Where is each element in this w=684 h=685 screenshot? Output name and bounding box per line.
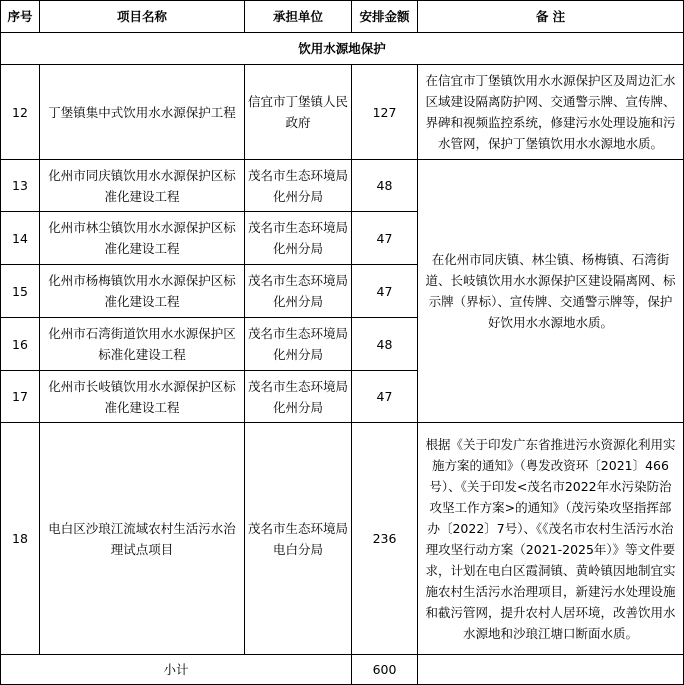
subtotal-row xyxy=(1,655,684,685)
row-unit: 信宜市丁堡镇人民政府 xyxy=(245,65,352,160)
row-unit: 茂名市生态环境局化州分局 xyxy=(245,265,352,318)
row-project-name: 化州市林尘镇饮用水水源保护区标准化建设工程 xyxy=(40,212,245,265)
subtotal-label: 小计 xyxy=(1,655,352,685)
row-unit: 茂名市生态环境局化州分局 xyxy=(245,371,352,423)
row-amount: 47 xyxy=(352,265,418,318)
row-no: 13 xyxy=(1,160,40,212)
row-project-name: 化州市杨梅镇饮用水水源保护区标准化建设工程 xyxy=(40,265,245,318)
table-header-row xyxy=(1,1,684,33)
section-row xyxy=(1,33,684,65)
section-title: 饮用水源地保护 xyxy=(1,33,684,65)
row-note: 根据《关于印发广东省推进污水资源化利用实施方案的通知》（粤发改资环〔2021〕466号）、《关于印发<茂名市2022年水污染防治攻坚工作方案>的通知》（茂污染攻坚指挥部办〔2022〕7号）、《《茂名市农村生活污水治理攻坚行动方案（2021-2025年）》等文件要求，计划在电白区霞洞镇、黄岭镇因地制宜实施农村生活污水治理项目，新建污水处理设施和截污管网，提升农村人居环境，改善饮用水水源地和沙琅江塘口断面水质。 xyxy=(418,423,684,655)
header-amount: 安排金额 xyxy=(352,1,418,33)
row-amount: 47 xyxy=(352,371,418,423)
row-project-name: 化州市同庆镇饮用水水源保护区标准化建设工程 xyxy=(40,160,245,212)
row-no: 12 xyxy=(1,65,40,160)
row-no: 15 xyxy=(1,265,40,318)
row-no: 18 xyxy=(1,423,40,655)
subtotal-amount: 600 xyxy=(352,655,418,685)
row-unit: 茂名市生态环境局电白分局 xyxy=(245,423,352,655)
row-amount: 48 xyxy=(352,160,418,212)
row-unit: 茂名市生态环境局化州分局 xyxy=(245,160,352,212)
row-amount: 47 xyxy=(352,212,418,265)
merged-note: 在化州市同庆镇、林尘镇、杨梅镇、石湾街道、长岐镇饮用水水源保护区建设隔离网、标示牌（界标）、宣传牌、交通警示牌等，保护好饮用水水源地水质。 xyxy=(418,160,684,423)
row-project-name: 电白区沙琅江流域农村生活污水治理试点项目 xyxy=(40,423,245,655)
row-no: 16 xyxy=(1,318,40,371)
row-project-name: 化州市长岐镇饮用水水源保护区标准化建设工程 xyxy=(40,371,245,423)
row-project-name: 化州市石湾街道饮用水水源保护区标准化建设工程 xyxy=(40,318,245,371)
table-row xyxy=(1,160,684,212)
header-no: 序号 xyxy=(1,1,40,33)
row-no: 14 xyxy=(1,212,40,265)
header-project-name: 项目名称 xyxy=(40,1,245,33)
row-amount: 236 xyxy=(352,423,418,655)
row-project-name: 丁堡镇集中式饮用水水源保护工程 xyxy=(40,65,245,160)
row-amount: 127 xyxy=(352,65,418,160)
header-note: 备 注 xyxy=(418,1,684,33)
row-note: 在信宜市丁堡镇饮用水水源保护区及周边汇水区域建设隔离防护网、交通警示牌、宣传牌、界碑和视频监控系统，修建污水处理设施和污水管网，保护丁堡镇饮用水水源地水质。 xyxy=(418,65,684,160)
subtotal-note xyxy=(418,655,684,685)
row-unit: 茂名市生态环境局化州分局 xyxy=(245,318,352,371)
row-unit: 茂名市生态环境局化州分局 xyxy=(245,212,352,265)
header-unit: 承担单位 xyxy=(245,1,352,33)
row-no: 17 xyxy=(1,371,40,423)
row-amount: 48 xyxy=(352,318,418,371)
table-row xyxy=(1,423,684,655)
table-row xyxy=(1,65,684,160)
